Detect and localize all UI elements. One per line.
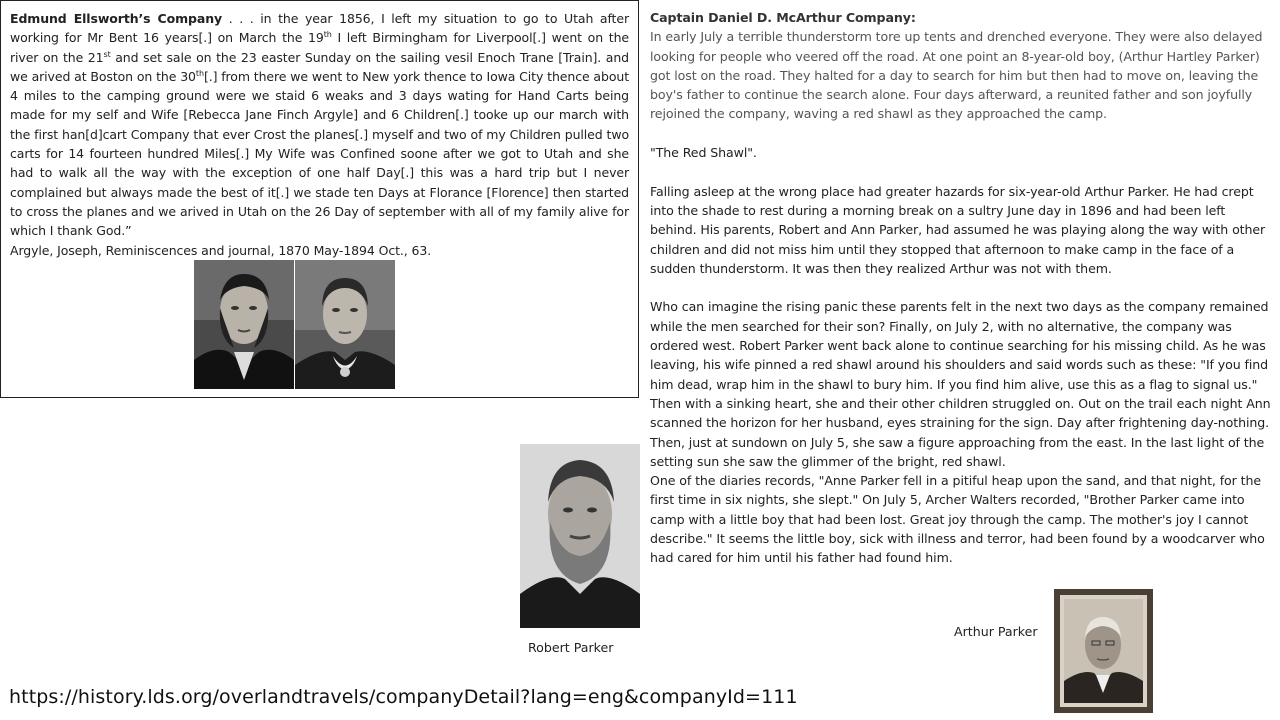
right-heading: Captain Daniel D. McArthur Company: [650,10,916,25]
story-intro: In early July a terrible thunderstorm tore up tents and drenched everyone. They were also delayed looking for people who veered off the road. At one point an 8-year-old boy, (Arthur Hartley Parker) got lost on the road. They halted for a day to search for him but then had to move on, leaving the boy's father to continue the search alone. Four days afterward, a reunited father and son joyfully rejoined the company, waving a red shawl as they approached the camp. [650,29,1263,122]
story-paragraph-2: Who can imagine the rising panic these parents felt in the next two days as the company remained while the men searched for their son? Finally, on July 2, with no alternative, the company was ordered west. Robert Parker went back alone to continue searching for his missing child. As he was leaving, his wife pinned a red shawl around his shoulders and said words such as these: "If you find him dead, wrap him in the shawl to bury him. If you find him alive, use this as a flag to signal us." Then with a sinking heart, she and their other children struggled on. Out on the trail each night Ann scanned the horizon for her husband, eyes straining for the sign. Day after frightening day-nothing. Then, just at sundown on July 5, she saw a figure approaching from the east. In the last light of the setting sun she saw the glimmer of the bright, red shawl. [650,299,1271,469]
source-url: https://history.lds.org/overlandtravels/companyDetail?lang=eng&companyId=111 [9,686,798,708]
arthur-parker-caption: Arthur Parker [954,624,1038,639]
arthur-parker-photo [1054,589,1153,713]
citation: Argyle, Joseph, Reminiscences and journal, 1870 May-1894 Oct., 63. [10,242,432,258]
story-title: "The Red Shawl". [650,145,757,161]
left-heading: Edmund Ellsworth’s Company [10,11,223,26]
story-paragraph-1: Falling asleep at the wrong place had greater hazards for six-year-old Arthur Parker. He had crept into the shade to rest during a morning break on a sultry June day in 1896 and had been left behind. His parents, Robert and Ann Parker, had assumed he was playing along the way with other children and did not miss him until they stopped that afternoon to make camp in the face of a sudden thunderstorm. It was then they realized Arthur was not with them. [650,183,1266,276]
argyle-portraits [194,260,395,389]
woman-portrait-photo [295,260,395,389]
robert-parker-photo [520,444,640,628]
man-portrait-photo [194,260,294,389]
robert-parker-caption: Robert Parker [528,640,614,655]
mcarthur-company-story [650,8,1274,568]
story-paragraph-3: One of the diaries records, "Anne Parker fell in a pitiful heap upon the sand, and that night, for the first time in six nights, she slept." On July 5, Archer Walters recorded, "Brother Parker came into camp with a little boy that had been lost. Great joy through the camp. The mother's joy I cannot describe." It seems the little boy, sick with illness and terror, had been found by a woodcarver who had cared for him until his father had found him. [650,473,1265,566]
argyle-quote: Edmund Ellsworth’s Company . . . in the year 1856, I left my situation to go to Utah after working for Mr Bent 16 years[.] on March the 19th I left Birmingham for Liverpool[.] went on the river on the 21st and set sale on the 23 easter Sunday on the sailing vesil Enoch Trane [Train]. and we arived at Boston on the 30th[.] from there we went to New york thence to Iowa City thence about 4 miles to the camping ground were we staid 6 weaks and 3 days wating for Hand Carts being made for my self and Wife [Rebecca Jane Finch Argyle] and 6 Children[.] tooke up our march with the first han[d]cart Company that ever Crost the planes[.] myself and two of my Children pulled two carts for 14 fourteen hundred Miles[.] My Wife was Confined soone after we got to Utah and she had to walk all the way with the exception of one half Day[.] this was a hard trip but I never complained but always made the best of it[.] we stade ten Days at Florance [Florence] then started to cross the planes and we arived in Utah on the 26 Day of september with all of my family alive for which I thank God.” [10,11,630,239]
